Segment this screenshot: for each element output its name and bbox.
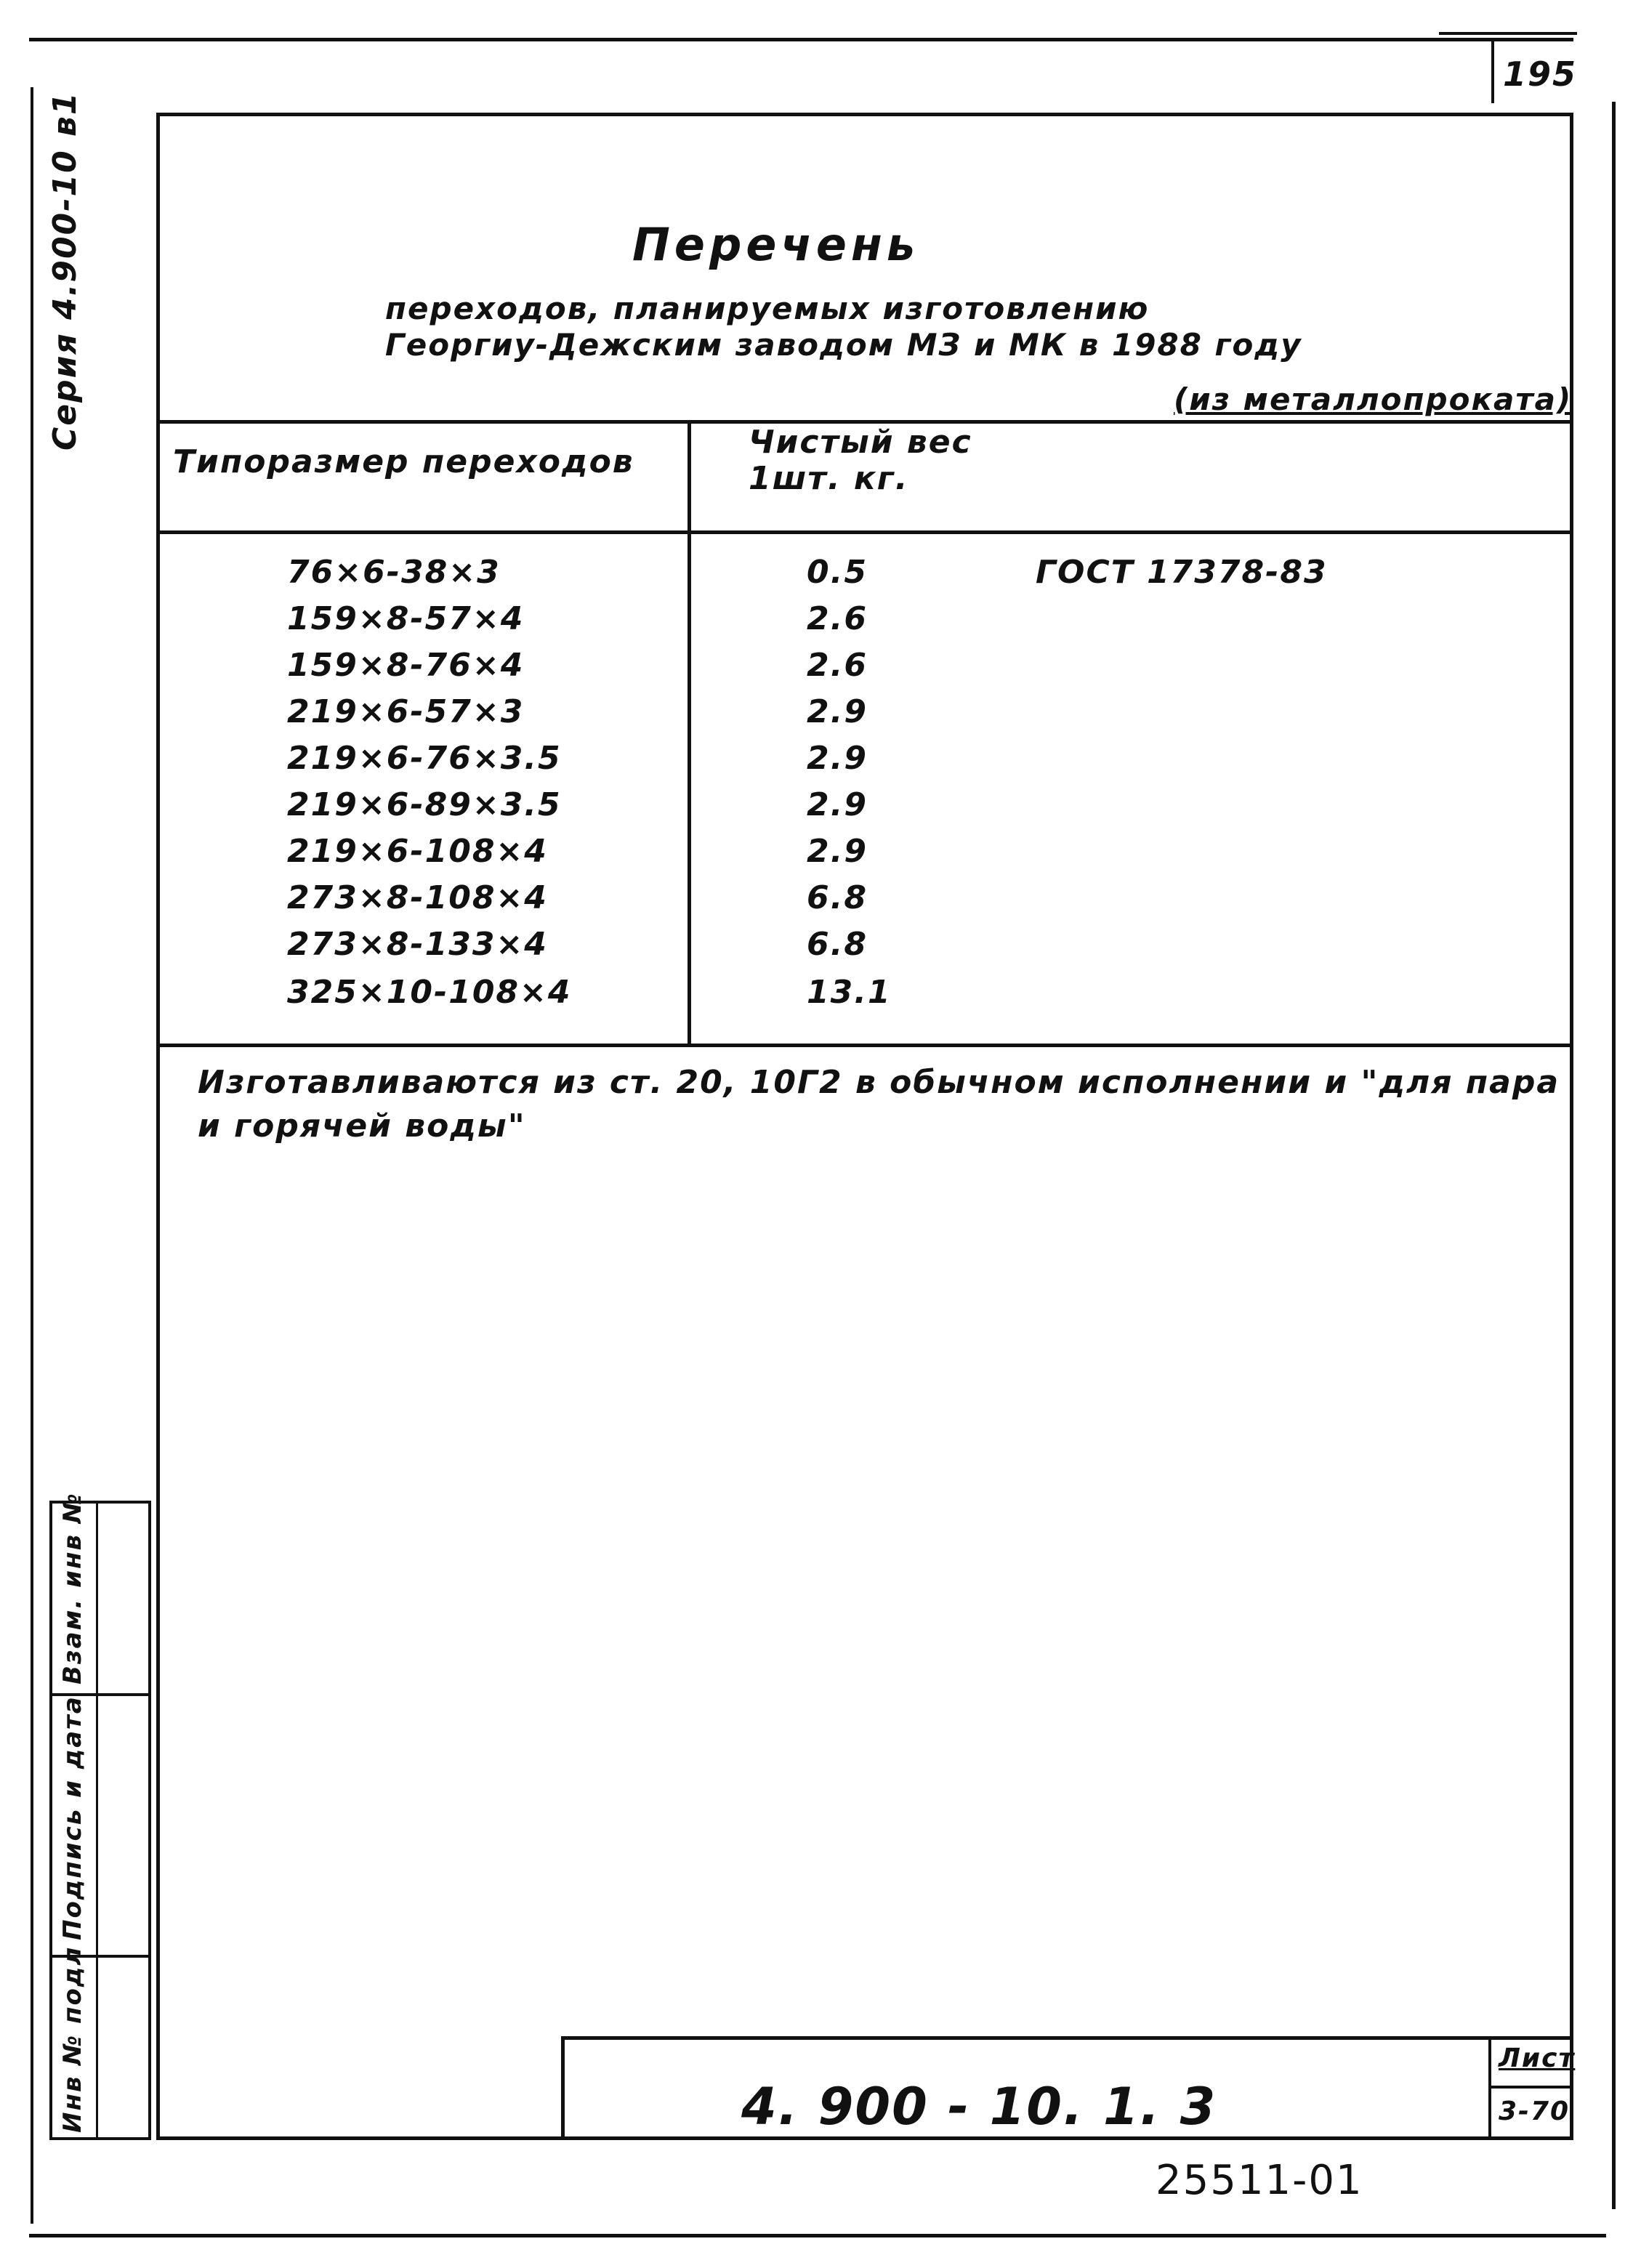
stamp-label-signature: Подпись и дата xyxy=(58,1695,87,1940)
sheet-number: 3-70 xyxy=(1499,2097,1571,2126)
left-binding-line xyxy=(31,87,33,2224)
table-row xyxy=(156,554,1573,600)
row-size: 273×8-108×4 xyxy=(287,879,548,916)
subtitle-line-2: Георгиу-Дежским заводом МЗ и МК в 1988 году xyxy=(385,327,1302,363)
row-weight: 2.6 xyxy=(807,647,868,684)
table-row xyxy=(156,740,1573,786)
row-size: 219×6-108×4 xyxy=(287,833,548,870)
table-row xyxy=(156,926,1573,972)
top-right-border-line xyxy=(1439,32,1577,35)
table-row xyxy=(156,600,1573,647)
page-number: 195 xyxy=(1503,55,1578,94)
series-label: Серия 4.900-10 в1 xyxy=(47,91,84,451)
row-weight: 2.6 xyxy=(807,600,868,637)
stamp-label-inventory: Инв № подл xyxy=(58,1945,87,2133)
right-border-line xyxy=(1612,102,1616,2209)
document-code: 4. 900 - 10. 1. 3 xyxy=(741,2077,1217,2136)
row-weight: 2.9 xyxy=(807,833,868,870)
top-border-line xyxy=(29,38,1573,41)
table-row xyxy=(156,786,1573,833)
subtitle-line-1: переходов, планируемых изготовлению xyxy=(385,291,1150,326)
row-size: 273×8-133×4 xyxy=(287,926,548,963)
row-size: 219×6-76×3.5 xyxy=(287,740,562,777)
row-weight: 2.9 xyxy=(807,786,868,823)
row-size: 159×8-76×4 xyxy=(287,647,525,684)
row-weight: 2.9 xyxy=(807,693,868,730)
stamp-label-vzam: Взам. инв № xyxy=(58,1492,87,1684)
row-size: 325×10-108×4 xyxy=(287,974,572,1011)
row-standard: ГОСТ 17378-83 xyxy=(1036,554,1328,591)
row-size: 219×6-89×3.5 xyxy=(287,786,562,823)
row-weight: 0.5 xyxy=(807,554,868,591)
manufacturing-note: Изготавливаются из ст. 20, 10Г2 в обычном исполнении и "для пара и горячей воды" xyxy=(198,1064,1560,1145)
document-title: Перечень xyxy=(632,218,920,271)
inventory-number: 25511-01 xyxy=(1156,2157,1363,2204)
table-row xyxy=(156,647,1573,693)
row-size: 219×6-57×3 xyxy=(287,693,525,730)
table-header-bottom-line xyxy=(156,530,1573,534)
row-size: 159×8-57×4 xyxy=(287,600,525,637)
table-bottom-line xyxy=(156,1044,1573,1047)
table-row xyxy=(156,693,1573,740)
page-number-divider xyxy=(1491,38,1494,103)
bottom-border-line xyxy=(29,2234,1606,2237)
stamp-inner-divider xyxy=(96,1501,98,2140)
subtitle-line-3: (из металлопроката) xyxy=(1174,382,1573,417)
row-weight: 6.8 xyxy=(807,926,868,963)
sheet-label: Лист xyxy=(1499,2043,1576,2073)
row-size: 76×6-38×3 xyxy=(287,554,501,591)
row-weight: 6.8 xyxy=(807,879,868,916)
row-weight: 13.1 xyxy=(807,974,892,1011)
table-row xyxy=(156,879,1573,926)
table-row xyxy=(156,833,1573,879)
column-header-size: Типоразмер переходов xyxy=(173,443,634,480)
row-weight: 2.9 xyxy=(807,740,868,777)
column-header-weight-line-1: Чистый вес xyxy=(749,424,972,461)
table-row xyxy=(156,974,1573,1020)
column-header-weight-line-2: 1шт. кг. xyxy=(749,460,909,497)
title-block-sheet-row-divider xyxy=(1488,2086,1573,2089)
